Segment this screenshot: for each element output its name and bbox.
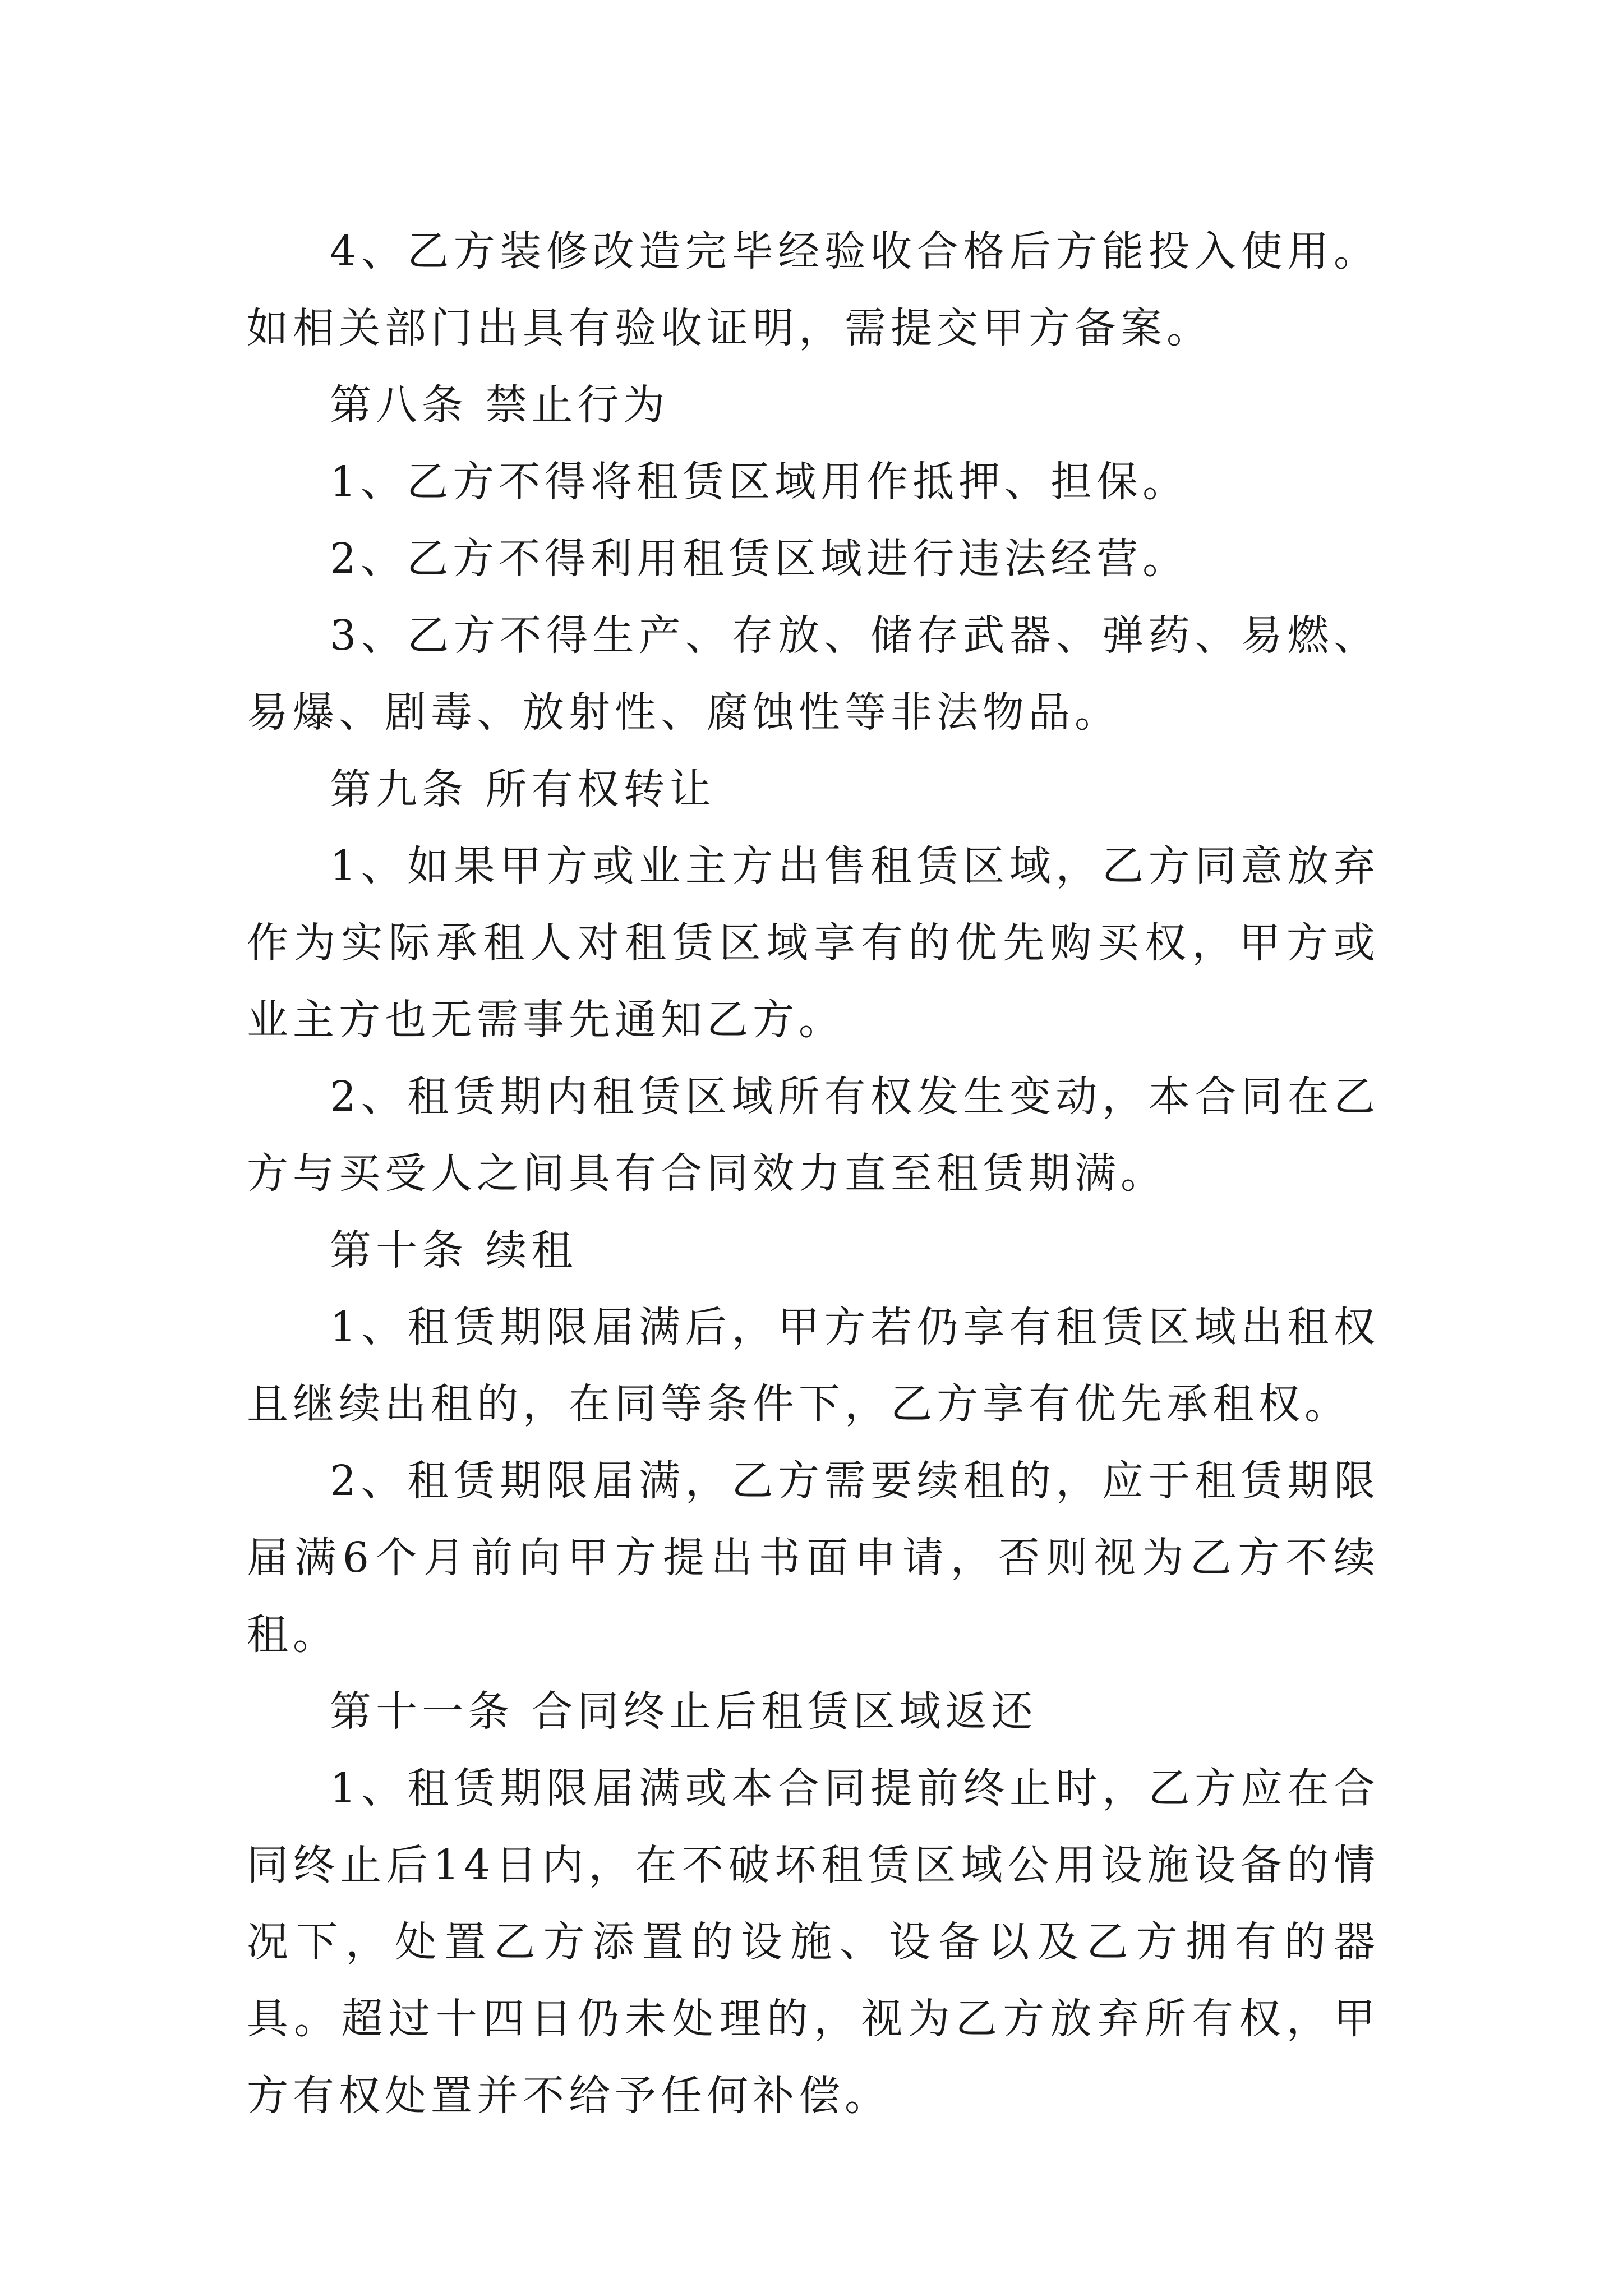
paragraph-clause-8-1: 1、乙方不得将租赁区域用作抵押、担保。 xyxy=(330,458,1189,506)
heading-article-10: 第十条 续租 xyxy=(330,1226,578,1274)
heading-article-9: 第九条 所有权转让 xyxy=(330,765,716,813)
heading-article-8: 第八条 禁止行为 xyxy=(330,381,670,429)
paragraph-clause-9-2: 2、租赁期内租赁区域所有权发生变动，本合同在乙方与买受人之间具有合同效力直至租赁期满。 xyxy=(247,1073,1380,1198)
paragraph-clause-8-3: 3、乙方不得生产、存放、储存武器、弹药、易燃、易爆、剧毒、放射性、腐蚀性等非法物品。 xyxy=(247,611,1380,737)
paragraph-clause-10-1: 1、租赁期限届满后，甲方若仍享有租赁区域出租权且继续出租的，在同等条件下，乙方享有优先承租权。 xyxy=(247,1303,1380,1428)
paragraph-clause-8-2: 2、乙方不得利用租赁区域进行违法经营。 xyxy=(330,535,1189,583)
paragraph-clause-9-1: 1、如果甲方或业主方出售租赁区域，乙方同意放弃作为实际承租人对租赁区域享有的优先购买权，甲方或业主方也无需事先通知乙方。 xyxy=(247,842,1380,1044)
paragraph-clause-7-4: 4、乙方装修改造完毕经验收合格后方能投入使用。如相关部门出具有验收证明，需提交甲方备案。 xyxy=(247,227,1380,352)
heading-article-11: 第十一条 合同终止后租赁区域返还 xyxy=(330,1687,1038,1736)
paragraph-clause-11-1: 1、租赁期限届满或本合同提前终止时，乙方应在合同终止后14日内，在不破坏租赁区域公用设施设备的情况下，处置乙方添置的设施、设备以及乙方拥有的器具。超过十四日仍未处理的，视为乙方放弃所有权，甲方有权处置并不给予任何补偿。 xyxy=(247,1764,1380,2120)
document-body xyxy=(247,213,1380,2134)
paragraph-clause-10-2: 2、租赁期限届满，乙方需要续租的，应于租赁期限届满6个月前向甲方提出书面申请，否则视为乙方不续租。 xyxy=(247,1457,1380,1659)
